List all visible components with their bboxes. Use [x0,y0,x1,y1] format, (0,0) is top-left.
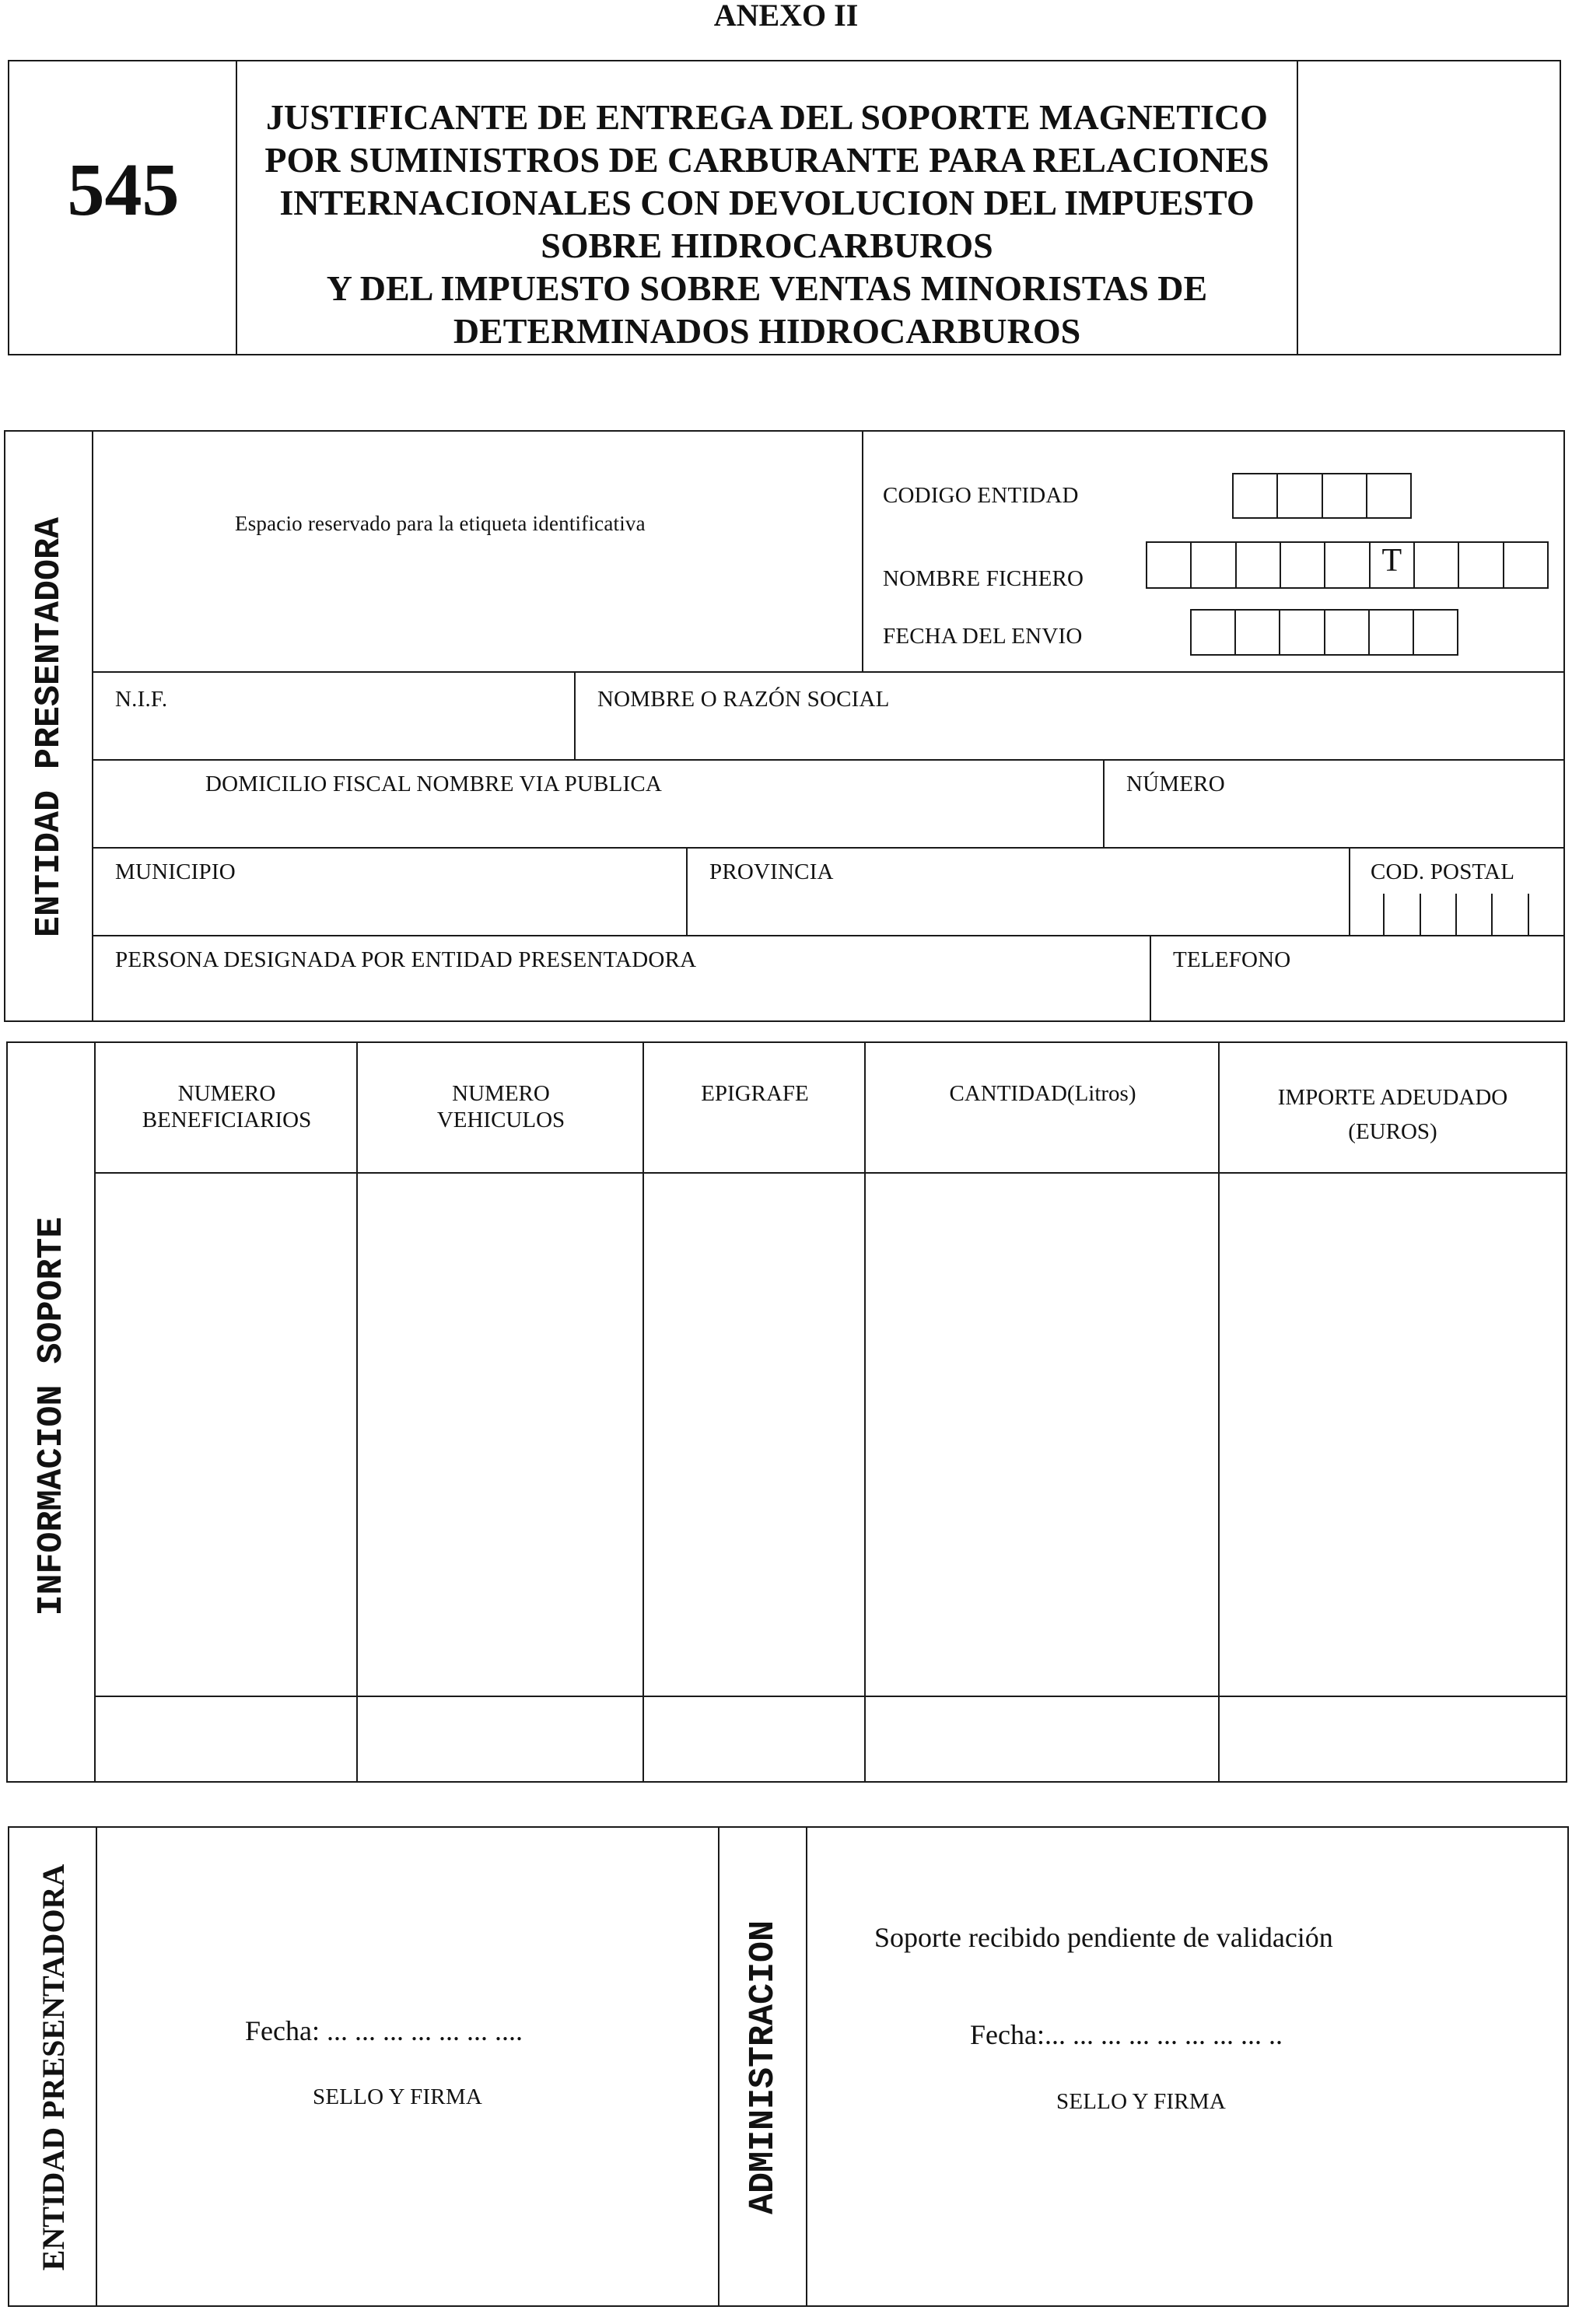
signature-left-side-label: ENTIDAD PRESENTADORA [36,1864,71,2271]
col-header-cantidad: CANTIDAD(Litros) [949,1081,1136,1106]
model-header [8,60,1561,355]
entity-section [4,430,1565,1022]
digit-box[interactable] [1192,611,1234,654]
right-sello-firma: SELLO Y FIRMA [1056,2089,1226,2114]
numero-label: NÚMERO [1126,772,1225,796]
digit-box[interactable] [1491,894,1527,936]
nombre-razon-field[interactable] [576,673,1563,761]
signature-left-area[interactable] [97,1828,719,2305]
nombre-fichero-label: NOMBRE FICHERO [883,566,1084,591]
codigo-entidad-label: CODIGO ENTIDAD [883,483,1079,508]
digit-box[interactable] [1368,611,1413,654]
nif-field[interactable] [93,673,576,761]
digit-box[interactable] [1349,894,1383,936]
cod-postal-label: COD. POSTAL [1371,859,1515,884]
digit-box[interactable] [1234,474,1276,517]
digit-box[interactable] [1455,894,1491,936]
char-box[interactable] [1147,543,1190,587]
municipio-label: MUNICIPIO [115,859,236,884]
col-header-importe: IMPORTE ADEUDADO (EUROS) [1277,1085,1508,1144]
char-box[interactable] [1190,543,1234,587]
cell-beneficiarios[interactable] [98,1176,355,1693]
digit-box[interactable] [1413,611,1457,654]
digit-box[interactable] [1234,611,1279,654]
char-box[interactable] [1280,543,1324,587]
char-box[interactable] [1503,543,1547,587]
char-box[interactable] [1235,543,1280,587]
cell-vehiculos[interactable] [360,1176,642,1693]
soporte-side-label: INFORMACION SOPORTE [32,1216,72,1616]
col-header-beneficiarios: NUMERO BENEFICIARIOS [142,1081,312,1132]
soporte-section [6,1041,1567,1783]
left-fecha: Fecha: ... ... ... ... ... ... .... [245,2015,523,2046]
model-title-line: JUSTIFICANTE DE ENTREGA DEL SOPORTE MAGNETICO [266,97,1268,137]
model-title-line: INTERNACIONALES CON DEVOLUCION DEL IMPUESTO [279,183,1255,222]
digit-box[interactable] [1366,474,1410,517]
digit-box[interactable] [1528,894,1563,936]
digit-box[interactable] [1276,474,1321,517]
model-number: 545 [67,148,180,231]
entity-side-label: ENTIDAD PRESENTADORA [30,516,69,938]
cell-importe[interactable] [1222,1176,1564,1693]
model-title-line: SOBRE HIDROCARBUROS [541,226,993,265]
digit-box[interactable] [1279,611,1323,654]
char-box[interactable] [1458,543,1502,587]
label-space-cell [93,432,863,673]
model-title-line: DETERMINADOS HIDROCARBUROS [453,311,1081,351]
col-header-epigrafe: EPIGRAFE [701,1081,809,1106]
persona-label: PERSONA DESIGNADA POR ENTIDAD PRESENTADORA [115,947,697,972]
char-box[interactable] [1413,543,1458,587]
fecha-envio-label: FECHA DEL ENVIO [883,624,1083,649]
annex-title: ANEXO II [713,0,859,33]
model-title-cell [1297,61,1561,354]
digit-box[interactable] [1383,894,1419,936]
provincia-label: PROVINCIA [709,859,834,884]
label-space-text: Espacio reservado para la etiqueta identificativa [235,512,646,535]
digit-box[interactable] [1322,474,1366,517]
signature-right-side-label: ADMINISTRACION [744,1920,783,2215]
left-sello-firma: SELLO Y FIRMA [313,2084,482,2109]
nombre-razon-label: NOMBRE O RAZÓN SOCIAL [597,687,890,712]
signature-section [8,1826,1569,2307]
digit-box[interactable] [1324,611,1368,654]
cell-epigrafe[interactable] [646,1176,863,1693]
fecha-envio-boxes[interactable] [1190,609,1458,656]
cell-cantidad[interactable] [868,1176,1217,1693]
char-box-fixed: T [1369,543,1413,587]
codigo-entidad-boxes[interactable] [1232,473,1412,519]
nif-label: N.I.F. [115,687,168,712]
model-title [237,96,1297,352]
telefono-label: TELEFONO [1173,947,1291,972]
nombre-fichero-boxes[interactable] [1146,541,1549,589]
cod-postal-boxes[interactable] [1349,894,1563,936]
char-box[interactable] [1324,543,1368,587]
digit-box[interactable] [1420,894,1455,936]
signature-right-area[interactable] [807,1828,1567,2305]
col-header-vehiculos: NUMERO VEHICULOS [436,1081,565,1132]
domicilio-label: DOMICILIO FISCAL NOMBRE VIA PUBLICA [205,772,663,796]
model-title-line: Y DEL IMPUESTO SOBRE VENTAS MINORISTAS DE [326,268,1208,308]
right-received-text: Soporte recibido pendiente de validación [874,1922,1333,1953]
model-title-line: POR SUMINISTROS DE CARBURANTE PARA RELACIONES [264,140,1269,180]
right-fecha: Fecha:... ... ... ... ... ... ... ... .. [970,2019,1283,2050]
